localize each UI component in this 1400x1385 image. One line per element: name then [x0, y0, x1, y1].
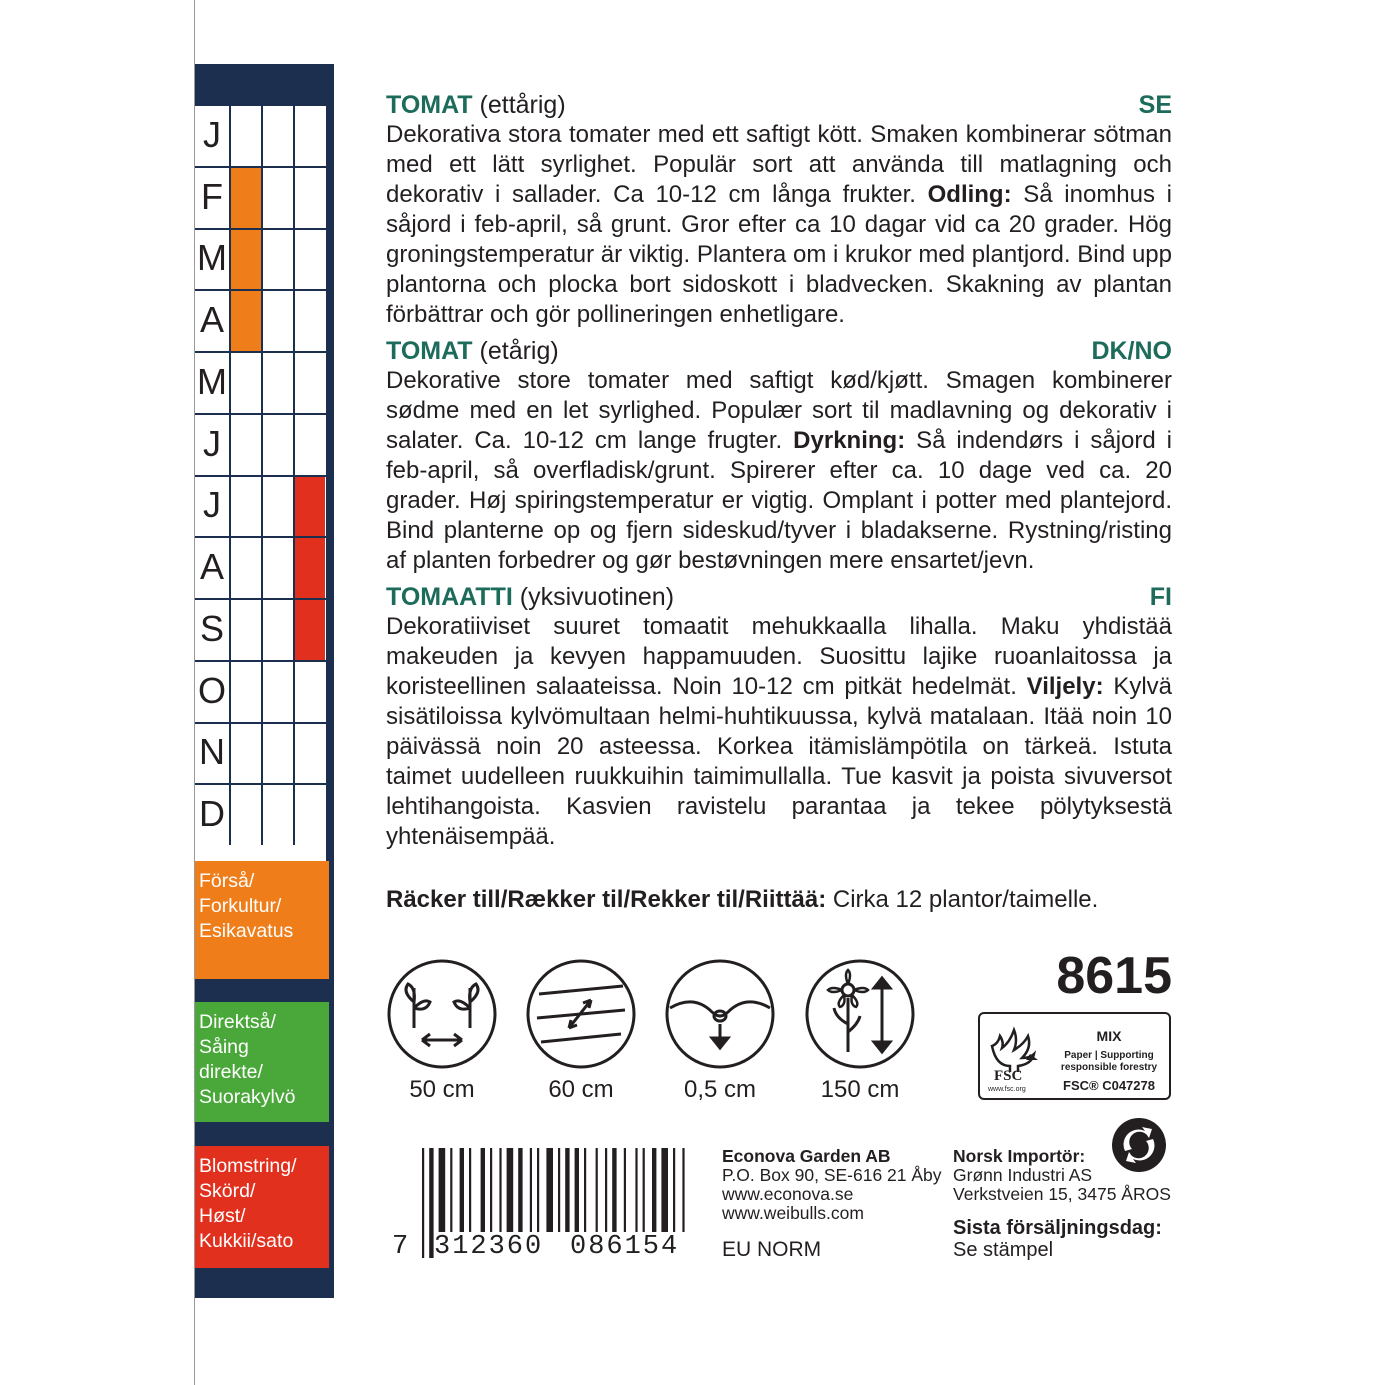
- month-row: [195, 228, 326, 290]
- barcode-bar: [558, 1148, 560, 1232]
- grid-line: [195, 536, 326, 538]
- month-cell: [261, 228, 293, 290]
- coverage-line: Räcker till/Rækker til/Rekker til/Riittää: Cirka 12 plantor/taimelle.: [386, 886, 1099, 913]
- month-cell: [261, 536, 293, 598]
- month-cell: [293, 413, 325, 475]
- recycle-icon: [1111, 1117, 1167, 1173]
- legend-text: direkte/: [199, 1061, 263, 1083]
- section-title: TOMAT: [386, 337, 473, 365]
- month-row: [195, 783, 326, 845]
- company-web1: www.econova.se: [722, 1184, 854, 1204]
- company-address: P.O. Box 90, SE-616 21 Åby: [722, 1165, 942, 1185]
- month-cell: [293, 536, 325, 598]
- barcode-bar: [507, 1148, 514, 1232]
- month-cell: [293, 783, 325, 845]
- month-cell: [261, 783, 293, 845]
- importer-address: Verkstveien 15, 3475 ÅROS: [953, 1184, 1171, 1204]
- barcode-bar: [661, 1148, 668, 1232]
- legend-text: Skörd/: [199, 1180, 256, 1202]
- fsc-site: www.fsc.org: [988, 1086, 1026, 1093]
- fsc-mix: MIX: [1096, 1028, 1122, 1044]
- section-title: TOMAATTI: [386, 583, 513, 611]
- plant-spacing-icon: [386, 958, 498, 1070]
- barcode-bar: [429, 1148, 433, 1258]
- month-letter: J: [203, 422, 221, 464]
- plant-height-label: 150 cm: [820, 1076, 900, 1103]
- grid-line: [195, 660, 326, 662]
- legend-sowing-indoor: [195, 861, 329, 979]
- barcode-bar: [682, 1148, 684, 1232]
- month-letter: A: [199, 546, 224, 588]
- legend-text: Förså/: [199, 870, 255, 892]
- month-cell: [261, 598, 293, 660]
- grid-line: [195, 228, 326, 230]
- grid-line: [195, 104, 326, 106]
- barcode-bar: [460, 1148, 464, 1232]
- month-row: [195, 104, 326, 166]
- fsc-label: [978, 1012, 1171, 1100]
- month-cell: [229, 598, 261, 660]
- month-cell: [261, 104, 293, 166]
- month-cell: [229, 413, 261, 475]
- fsc-claim: Paper | Supporting responsible forestry: [1060, 1050, 1158, 1073]
- month-cell: [229, 104, 261, 166]
- month-cell: [229, 351, 261, 413]
- month-cell: [261, 660, 293, 722]
- month-cell: [229, 536, 261, 598]
- company-info: [722, 1147, 942, 1223]
- legend-text: Høst/: [199, 1205, 246, 1227]
- month-cell: [293, 598, 325, 660]
- barcode-bar: [518, 1148, 522, 1232]
- legend-text: Suorakylvö: [199, 1086, 296, 1108]
- barcode-bar: [530, 1148, 532, 1232]
- last-sale-label: Sista försäljningsdag:: [953, 1217, 1162, 1239]
- grid-line: [195, 783, 326, 785]
- grid-line: [195, 351, 326, 353]
- month-letter: M: [197, 237, 227, 279]
- plant-height-icon: [804, 958, 916, 1070]
- month-row: [195, 351, 326, 413]
- row-spacing-icon: [525, 958, 637, 1070]
- month-cell: [229, 228, 261, 290]
- section-title: TOMAT: [386, 91, 473, 119]
- grid-line: [195, 413, 326, 415]
- barcode-bar: [596, 1148, 598, 1232]
- month-letter: S: [199, 607, 224, 649]
- legend-text: Såing: [199, 1036, 249, 1058]
- section-subtitle: (etårig): [479, 337, 559, 365]
- section-text: Dekorativa stora tomater med ett saftigt kött. Smaken kombinerar sötman med ett lätt syrlighet. Populär sort att använda till matlagning och dekorativ i sallader. Ca 10-12 cm långa frukter. Odling: Så inomhus i såjord i feb-april, så grunt. Gror efter ca 10 dagar vid ca 20 grader. Hög groningstemperatur är viktig. Plantera om i krukor med plantjord. Bind upp plantorna och plocka bort sidoskott i bladvecken. Skakning av plantan förbättrar och gör pollineringen enhetligare.: [386, 121, 1173, 328]
- month-row: [195, 413, 326, 475]
- barcode-bar: [439, 1148, 446, 1232]
- month-letter: F: [201, 175, 223, 217]
- month-cell: [261, 475, 293, 537]
- barcode-digits-left: 312360: [434, 1232, 544, 1262]
- language-code: DK/NO: [1091, 337, 1172, 365]
- month-letter: O: [197, 669, 226, 711]
- barcode-bar: [450, 1148, 452, 1232]
- grid-line: [195, 722, 326, 724]
- month-cell: [293, 104, 325, 166]
- month-cell: [293, 228, 325, 290]
- barcode-bar: [605, 1148, 607, 1232]
- row-spacing-label: 60 cm: [548, 1076, 614, 1103]
- month-row: [195, 722, 326, 784]
- company-web2: www.weibulls.com: [722, 1203, 864, 1223]
- plant-spacing-label: 50 cm: [409, 1076, 475, 1103]
- barcode-bar: [652, 1148, 656, 1232]
- legend-text: Kukkii/sato: [199, 1230, 294, 1252]
- month-cell: [261, 289, 293, 351]
- barcode-bar: [490, 1148, 492, 1232]
- month-cell: [261, 351, 293, 413]
- section-se: [386, 90, 1172, 330]
- barcode-bar: [584, 1148, 586, 1232]
- legend-direct-sowing: [195, 1002, 329, 1122]
- sowing-calendar: [195, 64, 334, 1298]
- month-cell: [293, 660, 325, 722]
- month-row: [195, 166, 326, 228]
- section-text: Dekoratiiviset suuret tomaatit mehukkaalla lihalla. Maku yhdistää makeuden ja kevyen happamuuden. Suosittu lajike ruoanlaitossa ja koristeellinen salaateissa. Noin 10-12 cm pitkät hedelmät. Viljely: Kylvä sisätiloissa kylvömultaan helmi-huhtikuussa, kylvä matalaan. Itää noin 10 päivässä noin 20 asteessa. Korkea itämislämpötila on tärkeä. Istuta taimet uudelleen ruukkuihin taimimullalla. Tue kasvit ja poista sivuversot lehtihangoista. Kasvien ravistelu parantaa ja tekee pölytyksestä yhtenäisempää.: [386, 613, 1173, 850]
- month-letter: D: [199, 793, 225, 835]
- legend-text: Forkultur/: [199, 895, 282, 917]
- article-number: 8615: [1056, 947, 1172, 1005]
- month-row: [195, 598, 326, 660]
- grid-line: [195, 166, 326, 168]
- month-letter: M: [197, 360, 227, 402]
- month-row: [195, 475, 326, 537]
- barcode-bar: [422, 1148, 424, 1258]
- month-letter: J: [203, 484, 221, 526]
- barcode-bar: [643, 1148, 645, 1232]
- barcode-bar: [537, 1148, 539, 1232]
- language-code: SE: [1138, 91, 1172, 119]
- month-cell: [293, 166, 325, 228]
- month-cell: [293, 475, 325, 537]
- sowing-depth-icon: [664, 958, 776, 1070]
- legend-text: Blomstring/: [199, 1155, 297, 1177]
- barcode-bar: [565, 1148, 569, 1232]
- grid-line: [195, 289, 326, 291]
- section-subtitle: (ettårig): [479, 91, 566, 119]
- month-cell: [229, 289, 261, 351]
- eu-norm: EU NORM: [722, 1238, 822, 1261]
- month-grid: [195, 104, 326, 893]
- month-cell: [261, 166, 293, 228]
- month-letter: N: [199, 731, 225, 773]
- grid-line: [195, 475, 326, 477]
- month-cell: [229, 722, 261, 784]
- month-row: [195, 289, 326, 351]
- sowing-depth-label: 0,5 cm: [683, 1076, 757, 1103]
- month-cell: [229, 660, 261, 722]
- section-dk-no: [386, 336, 1172, 576]
- section-fi: [386, 582, 1172, 852]
- barcode-bar: [624, 1148, 626, 1232]
- month-cell: [229, 166, 261, 228]
- section-subtitle: (yksivuotinen): [519, 583, 675, 611]
- month-row: [195, 660, 326, 722]
- month-cell: [261, 722, 293, 784]
- last-sale-info: [953, 1217, 1162, 1261]
- month-letter: J: [203, 113, 221, 155]
- fsc-logo-text: FSC: [994, 1068, 1023, 1084]
- company-name: Econova Garden AB: [722, 1146, 891, 1166]
- month-cell: [261, 413, 293, 475]
- barcode-bar: [635, 1148, 637, 1232]
- barcode-bar: [499, 1148, 501, 1232]
- month-cell: [293, 289, 325, 351]
- barcode-digit-first: 7: [392, 1232, 409, 1262]
- barcode-bar: [546, 1148, 553, 1232]
- barcode-digits-right: 086154: [570, 1232, 680, 1262]
- language-code: FI: [1149, 583, 1172, 611]
- barcode-bar: [612, 1148, 616, 1232]
- importer-label: Norsk Importör:: [953, 1146, 1086, 1166]
- barcode-bar: [673, 1148, 675, 1232]
- month-letter: A: [199, 299, 224, 341]
- month-cell: [293, 351, 325, 413]
- month-cell: [229, 783, 261, 845]
- description-column: [386, 90, 1172, 858]
- month-cell: [229, 475, 261, 537]
- fsc-code: FSC® C047278: [1063, 1078, 1155, 1093]
- grid-line: [195, 598, 326, 600]
- month-row: [195, 536, 326, 598]
- barcode-bar: [481, 1148, 485, 1232]
- importer-name: Grønn Industri AS: [953, 1165, 1093, 1185]
- fsc-tree-icon: [988, 1018, 1044, 1072]
- month-cell: [293, 722, 325, 784]
- last-sale-value: Se stämpel: [953, 1239, 1054, 1261]
- section-text: Dekorative store tomater med saftigt kød/kjøtt. Smagen kombinerer sødme med en let syrlighed. Populær sort til madlavning og dekorativ i salater. Ca. 10-12 cm lange frugter. Dyrkning: Så indendørs i såjord i feb-april, så overfladisk/grunt. Spirerer efter ca. 10 dage ved ca. 20 grader. Høj spiringstemperatur er vigtig. Omplant i potter med plantejord. Bind planterne op og fjern sideskud/tyver i bladakserne. Rystning/risting af planten forbedrer og gør bestøvningen mere ensartet/jevn.: [386, 367, 1172, 574]
- legend-text: Direktså/: [199, 1011, 276, 1033]
- legend-harvest: [195, 1146, 329, 1268]
- legend-text: Esikavatus: [199, 920, 294, 942]
- barcode-bar: [469, 1148, 471, 1232]
